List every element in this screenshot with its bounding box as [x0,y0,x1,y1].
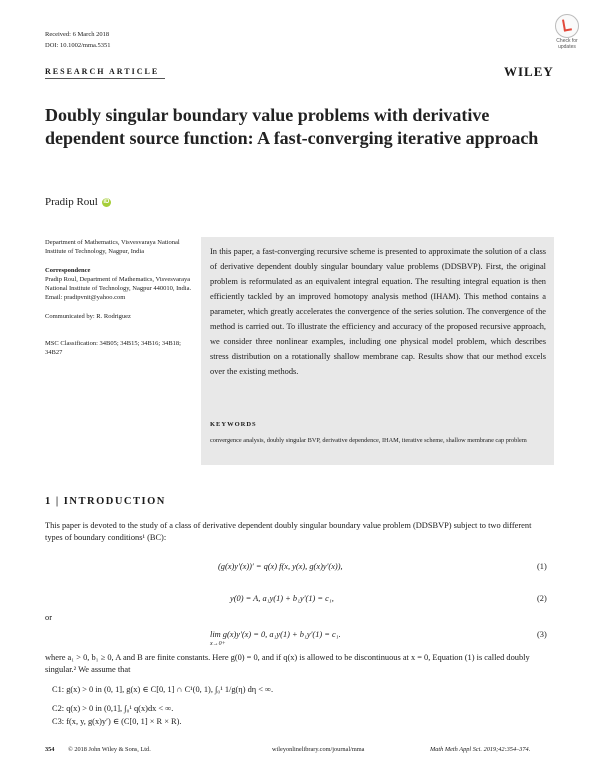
equation-2-number: (2) [537,594,547,603]
communicated-by: Communicated by: R. Rodriguez [45,312,131,320]
equation-1: (g(x)y′(x))′ = q(x) f(x, y(x), g(x)y′(x)), [218,562,343,571]
check-updates-icon [555,14,579,38]
abstract-text: In this paper, a fast-converging recursive scheme is presented to approximate the solution of a class of derivative dependent doubly singular boundary value problems (DDSBVP). First, the original problem is reformulated as an equivalent integral equation. The resulting integral equation is then efficiently tackled by an improved homotopy analysis method (IHAM). This method contains a parameter, which greatly accelerates the convergence of the series solution. The convergence of the method is carried out. To illustrate the efficiency and accuracy of the proposed recursive approach, we consider three nonlinear examples, including one physical model problem, which describes stress distribution on a rotationally shallow membrane cap. Results show that our method excels over the existing methods. [210,247,546,376]
keywords-heading: KEYWORDS [210,421,257,428]
condition-c2: C2: q(x) > 0 in (0,1], ∫₀¹ q(x)dx < ∞. [52,704,174,713]
check-updates-label: Check for updates [556,38,578,50]
orcid-icon[interactable]: iD [103,199,110,205]
equation-2: y(0) = A, a₁y(1) + b₁y′(1) = c₁, [230,594,334,603]
correspondence-email[interactable]: Email: pradipvnit@yahoo.com [45,294,126,302]
affiliation: Department of Mathematics, Visvesvaraya National Institute of Technology, Nagpur, India [45,239,180,256]
article-info-column [45,238,195,367]
section-heading: 1 | INTRODUCTION [45,496,166,507]
paper-title: Doubly singular boundary value problems with derivative dependent source function: A fast-converging iterative approach [45,105,539,148]
equation-3: lim g(x)y′(x) = 0, a₁y(1) + b₁y′(1) = c₁. [210,630,341,639]
author-line [45,196,111,208]
page-number: 354 [45,746,55,753]
msc-classification: MSC Classification: 34B05; 34B15; 34B16; 34B18; 34B27 [45,340,181,357]
copyright: © 2018 John Wiley & Sons, Ltd. [68,746,151,753]
correspondence-address: Pradip Roul, Department of Mathematics, Visvesvaraya National Institute of Technology, Nagpur 440010, India. [45,275,192,293]
intro-paragraph: This paper is devoted to the study of a class of derivative dependent doubly singular boundary value problem (DDSBVP) subject to two different types of boundary conditions¹ (BC): [45,521,532,542]
check-updates-badge[interactable] [547,14,587,52]
doi[interactable]: DOI: 10.1002/mma.5351 [45,42,111,49]
abstract-box [201,237,554,465]
equation-3-limit: x→0+ [210,641,226,647]
author-name[interactable]: Pradip Roul [45,196,98,208]
assumptions-intro: where a₁ > 0, b₁ ≥ 0, A and B are finite constants. Here g(0) = 0, and if q(x) is allowed to be discontinuous at x = 0, Equation (1) is called doubly singular.² We assume that [45,653,530,674]
correspondence-heading: Correspondence [45,266,91,274]
publisher-logo: WILEY [504,64,554,79]
journal-citation: Math Meth Appl Sci. 2019;42:354–374. [430,746,531,753]
received-date: Received: 6 March 2018 [45,31,110,38]
journal-url[interactable]: wileyonlinelibrary.com/journal/mma [272,746,365,753]
condition-c1: C1: g(x) > 0 in (0, 1], g(x) ∈ C[0, 1] ∩ C¹(0, 1), ∫₀¹ 1/g(η) dη < ∞. [52,685,274,694]
equation-3-number: (3) [537,630,547,639]
article-type: RESEARCH ARTICLE [45,67,160,76]
condition-c3: C3: f(x, y, g(x)y′) ∈ (C[0, 1] × R × R). [52,717,182,726]
equation-1-number: (1) [537,562,547,571]
kicker-divider [45,78,165,79]
keywords-list: convergence analysis, doubly singular BVP, derivative dependence, IHAM, iterative scheme, shallow membrane cap problem [210,437,527,444]
or-text: or [45,613,52,622]
